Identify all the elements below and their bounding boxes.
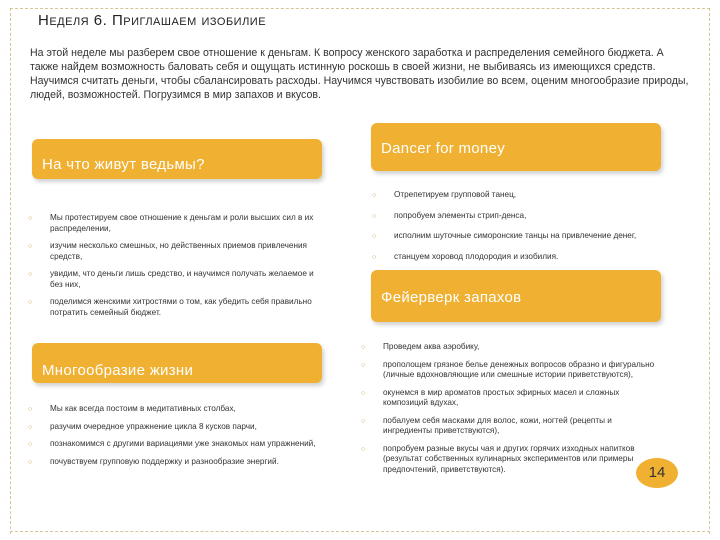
bullet-icon: ○ — [361, 344, 366, 351]
bullet-icon: ○ — [28, 243, 33, 250]
list-item: ○ прополощем грязное белье денежных вопросов образно и фигурально (личные вдохновляющие или смешные истории приветствуются), — [361, 359, 655, 379]
bullet-icon: ○ — [28, 299, 33, 306]
bullet-icon: ○ — [28, 271, 33, 278]
bullet-icon: ○ — [28, 215, 33, 222]
dancer-heading-banner — [371, 123, 661, 171]
bullet-icon: ○ — [372, 192, 377, 199]
bullet-icon: ○ — [28, 458, 33, 466]
frame-bottom-border — [10, 531, 710, 534]
bullet-icon: ○ — [361, 389, 366, 397]
list-item: ○ Отрепетируем групповой танец, — [372, 190, 690, 201]
bullet-icon: ○ — [28, 441, 33, 448]
diversity-list — [28, 404, 328, 474]
intro-paragraph: На этой неделе мы разберем свое отношение к деньгам. К вопросу женского заработка и распределения семейного бюджета. А также найдем возможность баловать себя и ощущать истинную роскошь в своей жизни, не выбиваясь из имеющихся средств. Научимся считать деньги, чтобы сбалансировать расходы. Научимся чувствовать изобилие во всем, оценим многообразие природы, людей, возможностей. Погрузимся в мир запахов и вкусов. — [30, 47, 689, 101]
bullet-icon: ○ — [361, 445, 366, 453]
dancer-heading: Dancer for money — [381, 140, 506, 157]
diversity-heading-banner — [32, 343, 322, 383]
slide-title: Неделя 6. Приглашаем изобилие — [38, 12, 267, 29]
aromas-heading-banner — [371, 270, 661, 322]
list-item: ○ побалуем себя масками для волос, кожи, ногтей (рецепты и ингредиенты приветствуются), — [361, 415, 612, 435]
witches-heading-banner — [32, 139, 322, 179]
bullet-icon: ○ — [28, 423, 33, 431]
diversity-heading: Многообразие жизни — [42, 362, 194, 379]
frame-left-border — [10, 8, 11, 534]
list-item: ○ окунемся в мир ароматов простых эфирных масел и сложных композиций вдухах, — [361, 387, 620, 407]
list-item: ○ увидим, что деньги лишь средство, и научимся получать желаемое и без них, — [28, 269, 314, 289]
list-item: ○ исполним шуточные симоронские танцы на привлечение денег, — [372, 231, 690, 242]
dancer-list — [372, 190, 690, 269]
list-item: ○ почувствуем групповую поддержку и разнообразие энергий. — [28, 457, 328, 468]
bullet-icon: ○ — [28, 406, 33, 413]
list-item: ○ познакомимся с другими вариациями уже знакомых нам упражнений, — [28, 439, 328, 450]
frame-top-border — [10, 8, 710, 11]
bullet-icon: ○ — [372, 233, 377, 240]
list-item: ○ Мы протестируем свое отношение к деньгам и роли высших сил в их распределении, — [28, 213, 314, 233]
witches-heading: На что живут ведьмы? — [42, 156, 205, 173]
list-item: ○ попробуем разные вкусы чая и других горячих изходных напитков (результат собственных кулинарных экспериментов или примеры предпочтений, приветствуются). — [361, 443, 635, 474]
bullet-icon: ○ — [361, 417, 366, 425]
aromas-list — [361, 342, 661, 482]
list-item: ○ Проведем аква аэробику, — [361, 342, 661, 353]
bullet-icon: ○ — [372, 253, 377, 261]
bullet-icon: ○ — [361, 361, 366, 369]
list-item: ○ станцуем хоровод плодородия и изобилия. — [372, 252, 690, 263]
page-number-badge: 14 — [636, 458, 678, 488]
list-item: ○ поделимся женскими хитростями о том, как убедить себя правильно потратить семейный бюджет. — [28, 297, 312, 317]
list-item: ○ попробуем элементы стрип-денса, — [372, 211, 690, 222]
bullet-icon: ○ — [372, 212, 377, 220]
frame-right-border — [709, 8, 710, 534]
witches-list — [28, 213, 328, 325]
list-item: ○ Мы как всегда постоим в медитативных столбах, — [28, 404, 328, 415]
list-item: ○ изучим несколько смешных, но действенных приемов привлечения средств, — [28, 241, 307, 261]
aromas-heading: Фейерверк запахов — [381, 289, 522, 306]
list-item: ○ разучим очередное упражнение цикла 8 кусков парчи, — [28, 422, 328, 433]
